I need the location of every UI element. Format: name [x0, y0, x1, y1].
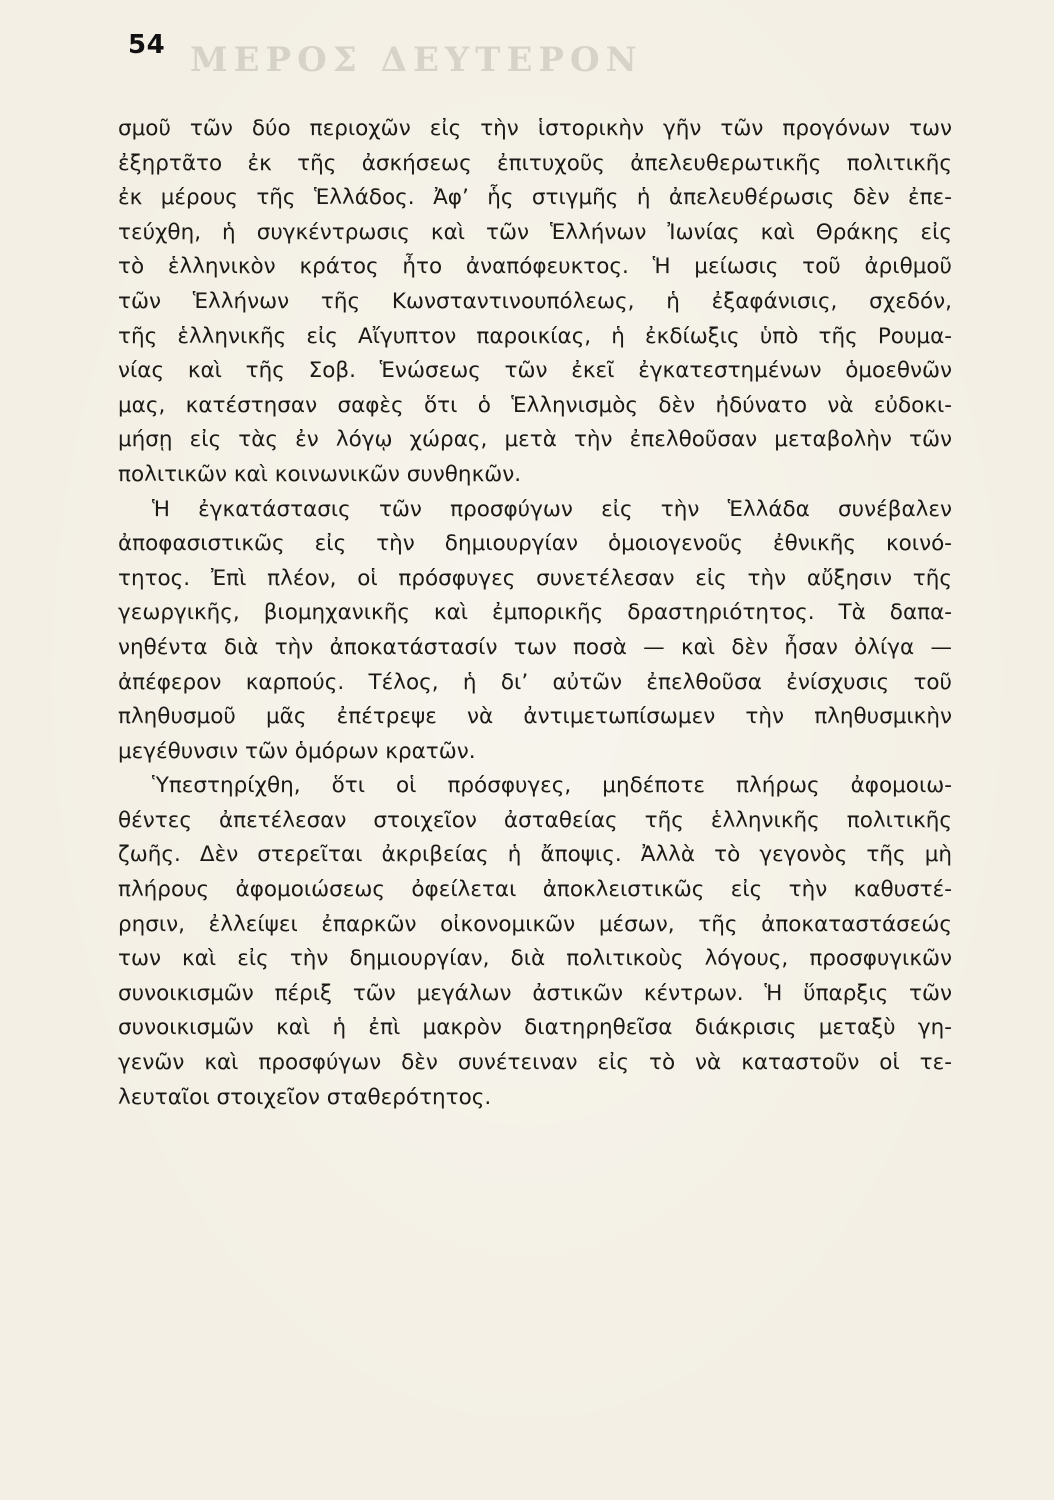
text-line: νηθέντα διὰ τὴν ἀποκατάστασίν των ποσὰ — καὶ δὲν ἦσαν ὀλίγα — — [118, 634, 952, 660]
paragraph-1 — [118, 112, 952, 493]
text-line: συνοικισμῶν πέριξ τῶν μεγάλων ἀστικῶν κέντρων. Ἡ ὕπαρξις τῶν — [118, 980, 952, 1006]
text-line: πληθυσμοῦ μᾶς ἐπέτρεψε νὰ ἀντιμετωπίσωμεν τὴν πληθυσμικὴν — [118, 704, 952, 730]
body-text — [118, 112, 952, 1115]
text-line: ἐξηρτᾶτο ἐκ τῆς ἀσκήσεως ἐπιτυχοῦς ἀπελευθερωτικῆς πολιτικῆς — [118, 150, 952, 176]
text-line: πολιτικῶν καὶ κοινωνικῶν συνθηκῶν. — [118, 461, 522, 487]
text-line: μας, κατέστησαν σαφὲς ὅτι ὁ Ἑλληνισμὸς δὲν ἠδύνατο νὰ εὐδοκι- — [118, 392, 952, 418]
text-line: νίας καὶ τῆς Σοβ. Ἑνώσεως τῶν ἐκεῖ ἐγκατεστημένων ὁμοεθνῶν — [118, 358, 952, 384]
paragraph-3 — [118, 769, 952, 1115]
text-line: γενῶν καὶ προσφύγων δὲν συνέτειναν εἰς τὸ νὰ καταστοῦν οἱ τε- — [118, 1050, 952, 1076]
text-line: Ὑπεστηρίχθη, ὅτι οἱ πρόσφυγες, μηδέποτε πλήρως ἀφομοιω- — [152, 773, 952, 799]
text-line: πλήρους ἀφομοιώσεως ὀφείλεται ἀποκλειστικῶς εἰς τὴν καθυστέ- — [118, 877, 952, 903]
text-line: Ἡ ἐγκατάστασις τῶν προσφύγων εἰς τὴν Ἑλλάδα συνέβαλεν — [152, 496, 952, 522]
text-line: μεγέθυνσιν τῶν ὁμόρων κρατῶν. — [118, 738, 476, 764]
text-line: ἀποφασιστικῶς εἰς τὴν δημιουργίαν ὁμοιογενοῦς ἐθνικῆς κοινό- — [118, 531, 952, 557]
text-line: των καὶ εἰς τὴν δημιουργίαν, διὰ πολιτικοὺς λόγους, προσφυγικῶν — [118, 946, 952, 972]
text-line: ρησιν, ἐλλείψει ἐπαρκῶν οἰκονομικῶν μέσων, τῆς ἀποκαταστάσεώς — [118, 911, 952, 937]
text-line: τὸ ἑλληνικὸν κράτος ἦτο ἀναπόφευκτος. Ἡ μείωσις τοῦ ἀριθμοῦ — [118, 254, 952, 280]
text-line: ζωῆς. Δὲν στερεῖται ἀκριβείας ἡ ἄποψις. Ἀλλὰ τὸ γεγονὸς τῆς μὴ — [118, 842, 952, 868]
text-line: θέντες ἀπετέλεσαν στοιχεῖον ἀσταθείας τῆς ἑλληνικῆς πολιτικῆς — [118, 807, 952, 833]
text-line: ἐκ μέρους τῆς Ἑλλάδος. Ἀφ’ ἧς στιγμῆς ἡ ἀπελευθέρωσις δὲν ἐπε- — [118, 185, 952, 211]
text-line: τεύχθη, ἡ συγκέντρωσις καὶ τῶν Ἑλλήνων Ἰωνίας καὶ Θράκης εἰς — [118, 219, 952, 245]
bleed-through-header: ΜΕΡΟΣ ΔΕΥΤΕΡΟΝ — [190, 40, 643, 80]
text-line: μήσῃ εἰς τὰς ἐν λόγῳ χώρας, μετὰ τὴν ἐπελθοῦσαν μεταβολὴν τῶν — [118, 427, 952, 453]
text-line: τητος. Ἐπὶ πλέον, οἱ πρόσφυγες συνετέλεσαν εἰς τὴν αὔξησιν τῆς — [118, 565, 952, 591]
paragraph-2 — [118, 493, 952, 770]
text-line: λευταῖοι στοιχεῖον σταθερότητος. — [118, 1084, 492, 1110]
text-line: γεωργικῆς, βιομηχανικῆς καὶ ἐμπορικῆς δραστηριότητος. Τὰ δαπα- — [118, 600, 952, 626]
page-number: 54 — [128, 30, 166, 60]
text-line: τῆς ἑλληνικῆς εἰς Αἴγυπτον παροικίας, ἡ ἐκδίωξις ὑπὸ τῆς Ρουμα- — [118, 323, 952, 349]
text-line: τῶν Ἑλλήνων τῆς Κωνσταντινουπόλεως, ἡ ἐξαφάνισις, σχεδόν, — [118, 288, 952, 314]
text-line: συνοικισμῶν καὶ ἡ ἐπὶ μακρὸν διατηρηθεῖσα διάκρισις μεταξὺ γη- — [118, 1015, 952, 1041]
text-line: σμοῦ τῶν δύο περιοχῶν εἰς τὴν ἱστορικὴν γῆν τῶν προγόνων των — [118, 116, 952, 141]
text-line: ἀπέφερον καρπούς. Τέλος, ἡ δι’ αὐτῶν ἐπελθοῦσα ἐνίσχυσις τοῦ — [118, 669, 952, 695]
